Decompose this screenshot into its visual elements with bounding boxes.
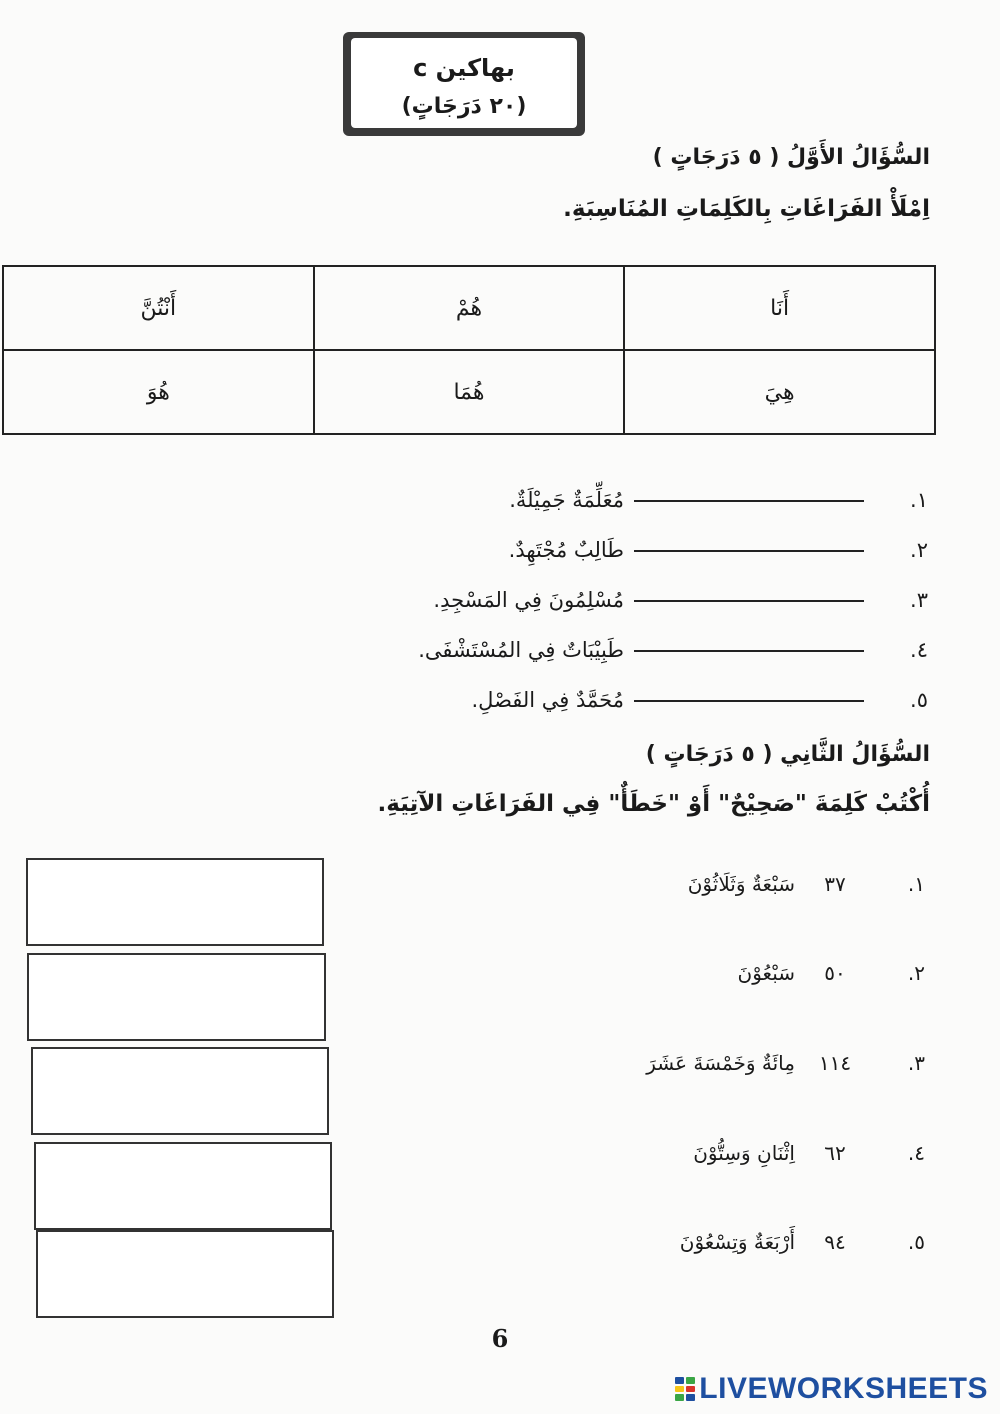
liveworksheets-brand — [675, 1373, 988, 1405]
item-sentence: طَبِيْبَاتٌ فِي المُسْتَشْفَى. — [418, 638, 624, 662]
answer-box-5[interactable] — [36, 1230, 334, 1318]
fill-blank-item — [208, 672, 928, 712]
word-bank-row — [3, 266, 935, 350]
word-bank-table — [2, 265, 936, 435]
item-number: ٥. — [910, 688, 928, 712]
item-words: أَرْبَعَةٌ وَتِسْعُوْنَ — [679, 1230, 795, 1254]
word-bank-cell: أَنَا — [624, 266, 935, 350]
answer-box-1[interactable] — [26, 858, 324, 946]
word-bank-cell: هُمْ — [314, 266, 625, 350]
item-number: ١. — [910, 488, 928, 512]
number-word-item — [505, 1222, 925, 1262]
answer-box-4[interactable] — [34, 1142, 332, 1230]
section-marks: (٢٠ دَرَجَاتٍ) — [401, 94, 527, 119]
liveworksheets-logo-icon — [675, 1377, 695, 1401]
fill-blank-item — [208, 522, 928, 562]
item-words: مِائَةٌ وَخَمْسَةَ عَشَرَ — [646, 1051, 795, 1075]
item-sentence: مُعَلِّمَةٌ جَمِيْلَةٌ. — [509, 488, 624, 512]
item-number: ٥. — [907, 1230, 925, 1254]
item-words: اِثْنَانِ وَسِتُّوْنَ — [693, 1141, 795, 1165]
number-word-item — [505, 1133, 925, 1173]
item-words: سَبْعُوْنَ — [737, 961, 795, 985]
question-1-instruction: اِمْلَأْ الفَرَاغَاتِ بِالكَلِمَاتِ المُنَاسِبَةِ. — [563, 196, 930, 222]
item-words: سَبْعَةٌ وَثَلَاثُوْنَ — [687, 872, 795, 896]
item-figure: ٩٤ — [824, 1230, 846, 1254]
item-sentence: مُسْلِمُونَ فِي المَسْجِدِ. — [433, 588, 624, 612]
item-number: ٣. — [907, 1051, 925, 1075]
item-figure: ٥٠ — [824, 961, 846, 985]
number-word-item — [505, 1043, 925, 1083]
fill-blank-item — [208, 572, 928, 612]
item-number: ١. — [907, 872, 925, 896]
item-figure: ٦٢ — [824, 1141, 846, 1165]
item-number: ٤. — [910, 638, 928, 662]
item-number: ٤. — [907, 1141, 925, 1165]
item-number: ٣. — [910, 588, 928, 612]
word-bank-cell: هُمَا — [314, 350, 625, 434]
answer-blank-line[interactable] — [634, 700, 864, 702]
answer-box-3[interactable] — [31, 1047, 329, 1135]
question-2-instruction: أُكْتُبْ كَلِمَةَ "صَحِيْحٌ" أَوْ "خَطَأٌ" فِي الفَرَاغَاتِ الآتِيَةِ. — [377, 791, 930, 817]
item-number: ٢. — [907, 961, 925, 985]
item-figure: ٣٧ — [824, 872, 846, 896]
question-2-title: السُّؤَالُ الثَّانِي ( ٥ دَرَجَاتٍ ) — [645, 742, 930, 767]
number-word-item — [505, 953, 925, 993]
answer-blank-line[interactable] — [634, 500, 864, 502]
word-bank-row — [3, 350, 935, 434]
brand-name: LIVEWORKSHEETS — [699, 1372, 988, 1405]
item-number: ٢. — [910, 538, 928, 562]
section-title: بهاكين c — [413, 54, 515, 82]
answer-blank-line[interactable] — [634, 650, 864, 652]
item-figure: ١١٤ — [818, 1051, 852, 1075]
word-bank-cell: أَنْتُنَّ — [3, 266, 314, 350]
section-header-box — [343, 32, 585, 136]
answer-box-2[interactable] — [27, 953, 326, 1041]
answer-blank-line[interactable] — [634, 600, 864, 602]
word-bank-cell: هُوَ — [3, 350, 314, 434]
item-sentence: مُحَمَّدٌ فِي الفَصْلِ. — [471, 688, 624, 712]
question-1-title: السُّؤَالُ الأَوَّلُ ( ٥ دَرَجَاتٍ ) — [652, 145, 930, 170]
answer-blank-line[interactable] — [634, 550, 864, 552]
item-sentence: طَالِبٌ مُجْتَهِدٌ. — [508, 538, 624, 562]
page-number: 6 — [491, 1324, 509, 1353]
number-word-item — [505, 864, 925, 904]
word-bank-cell: هِيَ — [624, 350, 935, 434]
fill-blank-item — [208, 622, 928, 662]
fill-blank-item — [208, 472, 928, 512]
